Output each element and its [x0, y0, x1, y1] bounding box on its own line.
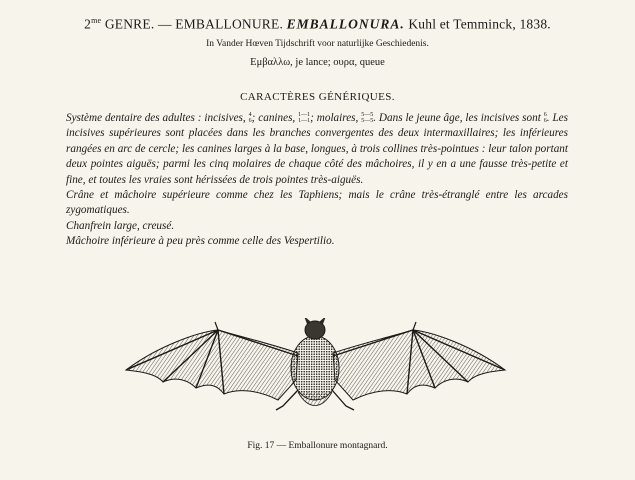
- fraction-numerator: 5—5: [361, 112, 374, 119]
- bat-illustration: [118, 318, 513, 428]
- source-reference: In Vander Hœven Tijdschrift voor naturlijke Geschiedenis.: [206, 39, 429, 49]
- text-span: Système dentaire des adultes : incisives,: [66, 112, 249, 124]
- fraction-numerator: 4: [248, 112, 252, 119]
- genre-name: GENRE. — EMBALLONURE.: [101, 16, 287, 32]
- canine-fraction: [298, 112, 310, 124]
- genre-ordinal-suffix: me: [91, 16, 102, 25]
- left-wing: [126, 330, 298, 400]
- bat-head: [305, 321, 325, 339]
- fraction-denominator: 6: [543, 118, 547, 125]
- description-text: [66, 111, 568, 250]
- text-span: ; molaires,: [310, 112, 362, 124]
- fraction-denominator: 6: [248, 118, 252, 125]
- genre-number: 2: [84, 16, 92, 32]
- jaw-paragraph: Mâchoire inférieure à peu près comme celle des Vespertilio.: [66, 235, 335, 248]
- fraction-denominator: 1—1: [298, 118, 311, 125]
- genre-authors: Kuhl et Temminck, 1838.: [404, 16, 551, 32]
- figure-caption: Fig. 17 — Emballonure montagnard.: [247, 441, 388, 451]
- genre-latin-name: EMBALLONURA.: [286, 16, 405, 32]
- text-span: . Les incisives supérieures sont placées dans les branches convergentes des deux intermaxillaires; les inférieures rangées en arc de cercle; les canines larges à la base, longues, à trois collines très-pointues : leur talon portant deux pointes aiguës; parmi les cinq molaires de chaque côté des mâchoires, il y en a une fausse très-petite et fine, et toutes les vraies sont hérissées de trois pointes très-aiguës.: [66, 112, 568, 186]
- molar-fraction: [361, 112, 373, 124]
- right-wing: [333, 330, 505, 400]
- fraction-numerator: 1—1: [298, 112, 311, 119]
- fraction-denominator: 5—5: [361, 118, 374, 125]
- text-span: ; canines,: [251, 112, 299, 124]
- skull-paragraph: Crâne et mâchoire supérieure comme chez les Taphiens; mais le crâne très-étranglé entre les arcades zygomatiques.: [66, 189, 568, 217]
- etymology-line: Εμβαλλω, je lance; ουρα, queue: [250, 57, 385, 68]
- dental-system-paragraph: [66, 111, 568, 188]
- section-heading: CARACTÈRES GÉNÉRIQUES.: [240, 91, 395, 103]
- nose-paragraph: Chanfrein large, creusé.: [66, 219, 175, 232]
- text-span: . Dans le jeune âge, les incisives sont: [373, 112, 544, 124]
- fraction-numerator: 6: [543, 112, 547, 119]
- genre-title: [0, 16, 635, 33]
